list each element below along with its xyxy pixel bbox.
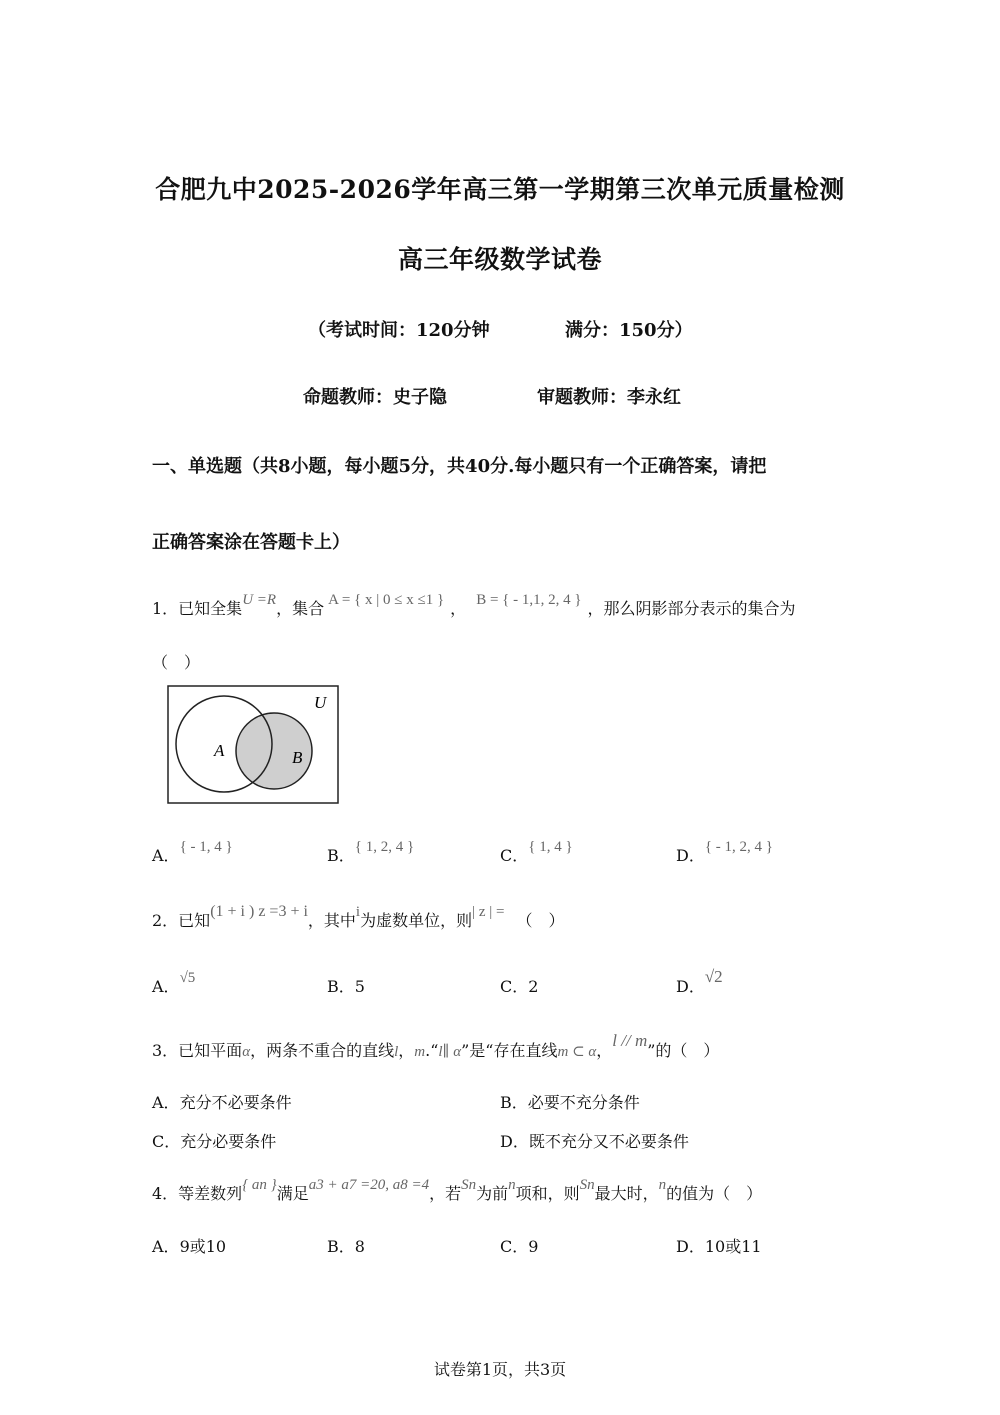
q4-option-a[interactable] xyxy=(152,1234,226,1257)
option-label: A． xyxy=(152,1093,180,1112)
q1-option-c[interactable] xyxy=(500,839,573,866)
q2-option-c[interactable] xyxy=(500,974,538,997)
venn-diagram xyxy=(166,684,342,806)
option-value: 充分必要条件 xyxy=(180,1132,277,1151)
option-label: C． xyxy=(500,1237,529,1256)
q3-option-a[interactable] xyxy=(152,1090,292,1113)
question-3 xyxy=(152,1031,720,1061)
section-heading-line2: 正确答案涂在答题卡上） xyxy=(152,532,350,553)
q1-set-a: A = { x | 0 ≤ x ≤1 } xyxy=(328,592,445,608)
option-label: A． xyxy=(152,977,180,996)
option-value: √5 xyxy=(179,970,196,986)
q3-text: ， xyxy=(596,1041,613,1060)
q3-line-m: m xyxy=(414,1044,426,1060)
q3-text: ， xyxy=(398,1041,415,1060)
q4-sum-sn: Sn xyxy=(579,1177,595,1193)
option-label: B． xyxy=(327,846,355,865)
q1-set-b: B = { - 1,1, 2, 4 } xyxy=(476,592,582,608)
option-value: 8 xyxy=(354,1237,365,1256)
option-label: B． xyxy=(500,1093,528,1112)
venn-label-u: U xyxy=(314,693,327,712)
q1-option-d[interactable] xyxy=(676,839,773,866)
option-label: C． xyxy=(152,1132,181,1151)
option-value: 2 xyxy=(528,977,539,996)
exam-title-line1: 合肥九中2025-2026学年高三第一学期第三次单元质量检测 xyxy=(155,175,845,204)
option-label: D． xyxy=(676,1237,705,1256)
q4-n: n xyxy=(508,1177,516,1193)
option-label: C． xyxy=(500,977,529,996)
q2-imag-unit: i xyxy=(355,904,361,920)
q2-text: 为虚数单位，则 xyxy=(360,911,473,930)
q3-option-b[interactable] xyxy=(500,1090,640,1113)
venn-label-a: A xyxy=(214,741,225,760)
q1-text: ，那么阴影部分表示的集合为 xyxy=(587,599,796,618)
option-value: { - 1, 2, 4 } xyxy=(704,839,773,855)
option-value: 9 xyxy=(528,1237,539,1256)
option-label: D． xyxy=(676,846,705,865)
q4-n: n xyxy=(658,1177,667,1193)
q4-number: 4．等差数列 xyxy=(152,1184,243,1203)
q4-option-d[interactable] xyxy=(676,1234,762,1257)
q3-lines-parallel: l // m xyxy=(612,1031,648,1050)
q1-number: 1．已知全集 xyxy=(152,599,243,618)
q2-option-d[interactable] xyxy=(676,967,723,997)
q1-option-b[interactable] xyxy=(327,839,415,866)
q4-sequence: { an } xyxy=(242,1177,277,1193)
author-teacher: 命题教师：史子隐 xyxy=(303,387,447,408)
option-label: A． xyxy=(152,846,180,865)
q1-text: ，集合 xyxy=(276,599,325,618)
q2-option-b[interactable] xyxy=(327,974,365,997)
question-1 xyxy=(152,592,796,619)
venn-label-b: B xyxy=(292,748,303,767)
option-label: C． xyxy=(500,846,529,865)
option-value: 必要不充分条件 xyxy=(527,1093,640,1112)
option-value: 既不充分又不必要条件 xyxy=(528,1132,689,1151)
q4-text: 的值为（ ） xyxy=(666,1184,763,1203)
option-value: 9或10 xyxy=(179,1237,227,1256)
q1-option-a[interactable] xyxy=(152,839,233,866)
q4-option-c[interactable] xyxy=(500,1234,538,1257)
q4-text: 最大时， xyxy=(594,1184,659,1203)
q3-line-l: l xyxy=(394,1044,399,1060)
option-value: 5 xyxy=(354,977,365,996)
option-value: { 1, 4 } xyxy=(528,839,573,855)
q3-parallel-condition: l∥ α xyxy=(438,1044,462,1060)
q4-sum-sn: Sn xyxy=(461,1177,477,1193)
q2-paren: （ ） xyxy=(516,911,565,930)
q2-number: 2．已知 xyxy=(152,911,211,930)
option-value: { 1, 2, 4 } xyxy=(354,839,415,855)
option-label: D． xyxy=(676,977,705,996)
q2-equation: (1 + i ) z =3 + i xyxy=(210,903,308,920)
q3-text: ，两条不重合的直线 xyxy=(250,1041,395,1060)
q3-option-c[interactable] xyxy=(152,1129,276,1152)
exam-title-line2: 高三年级数学试卷 xyxy=(397,245,602,274)
option-label: B． xyxy=(327,1237,355,1256)
q4-option-b[interactable] xyxy=(327,1234,365,1257)
q3-plane-alpha: α xyxy=(242,1044,251,1060)
option-value: 10或11 xyxy=(704,1237,762,1256)
q3-number: 3．已知平面 xyxy=(152,1041,243,1060)
section-heading-line1: 一、单选题（共8小题，每小题5分，共40分.每小题只有一个正确答案，请把 xyxy=(152,456,767,477)
option-value: 充分不必要条件 xyxy=(179,1093,292,1112)
q3-option-d[interactable] xyxy=(500,1129,689,1152)
q4-text: 满足 xyxy=(276,1184,309,1203)
q1-paren: （ ） xyxy=(152,653,201,672)
exam-score: 满分：150分） xyxy=(565,320,693,341)
q1-universal-set: U =R xyxy=(242,592,277,608)
q3-subset-condition: m ⊂ α xyxy=(557,1044,597,1060)
question-2 xyxy=(152,903,565,931)
q2-abs-z: | z | = xyxy=(472,904,505,920)
q2-text: ，其中 xyxy=(307,911,356,930)
question-4 xyxy=(152,1177,763,1204)
q4-text: 为前 xyxy=(476,1184,509,1203)
q3-text: ”是“存在直线 xyxy=(461,1041,558,1060)
q4-text: 项和，则 xyxy=(515,1184,580,1203)
exam-time: （考试时间：120分钟 xyxy=(308,320,490,341)
q3-text: .“ xyxy=(425,1041,439,1060)
option-value: { - 1, 4 } xyxy=(179,839,233,855)
q4-condition: a3 + a7 =20, a8 =4 xyxy=(308,1177,430,1193)
page-footer: 试卷第1页，共3页 xyxy=(433,1360,567,1379)
q1-text: ， xyxy=(450,599,467,618)
option-value: √2 xyxy=(704,967,723,986)
option-label: B． xyxy=(327,977,355,996)
reviewer-teacher: 审题教师：李永红 xyxy=(537,387,681,408)
option-label: A． xyxy=(152,1237,180,1256)
q2-option-a[interactable] xyxy=(152,970,196,997)
q3-text: ”的（ ） xyxy=(647,1041,720,1060)
q4-text: ，若 xyxy=(429,1184,462,1203)
option-label: D． xyxy=(500,1132,529,1151)
